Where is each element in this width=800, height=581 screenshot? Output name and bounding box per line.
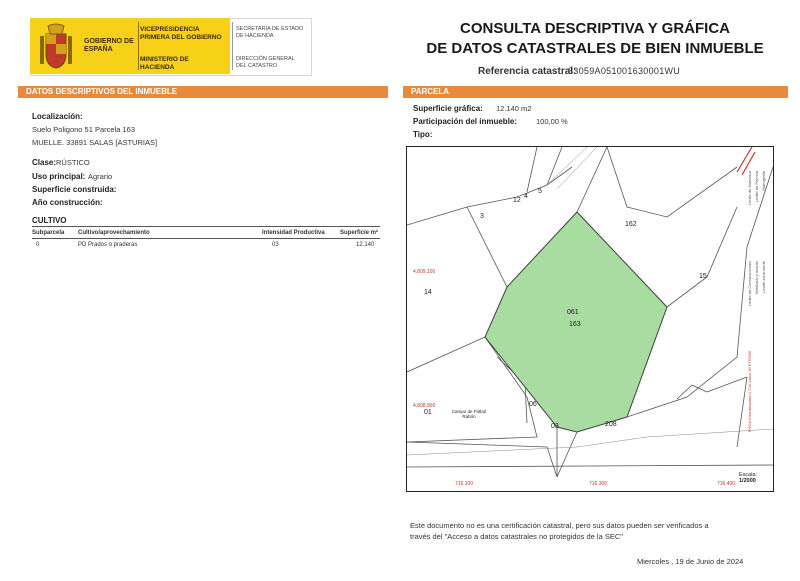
legend-item-3: Límite de Construcciones (747, 261, 752, 307)
cultivo-title: CULTIVO (32, 216, 67, 225)
superficie-grafica-value: 12.140 m2 (496, 104, 532, 113)
participacion-label: Participación del inmueble: (413, 117, 518, 126)
ministerio-label: MINISTERIO DE HACIENDA (140, 56, 189, 71)
cultivo-rule-mid (32, 238, 380, 239)
clase-label: Clase: (32, 158, 57, 167)
legend-item-6: Hidrografía (761, 171, 766, 191)
escala-value: 1/2000 (739, 478, 756, 484)
section-parcela: PARCELA (403, 86, 788, 98)
title-line-2: DE DATOS CATASTRALES DE BIEN INMUEBLE (426, 40, 764, 57)
table-header-superficie: Superficie m² (340, 230, 379, 236)
coord-y-1: 4.809.100 (413, 269, 436, 275)
table-cell-cultivo: PD Prados o praderas (78, 242, 138, 248)
map-label-4: 4 (524, 193, 528, 200)
coat-of-arms-icon (36, 22, 76, 70)
secretaria-label: SECRETARÍA DE ESTADO DE HACIENDA (236, 26, 304, 39)
vicepresidencia-label: VICEPRESIDENCIA PRIMERA DEL GOBIERNO (140, 26, 222, 41)
table-header-cultivo: Cultivo/aprovechamiento (78, 230, 150, 236)
scale-box (739, 472, 757, 484)
ref-catastral-value: 33059A051001630001WU (568, 66, 681, 76)
localizacion-line-2: MUELLE. 33891 SALAS [ASTURIAS] (32, 138, 158, 147)
table-header-intensidad: Intensidad Productiva (262, 230, 325, 236)
coord-x-3: 716.400 (717, 481, 736, 487)
ref-catastral-label: Referencia catastral: (478, 66, 577, 77)
map-label-208: 208 (605, 421, 617, 428)
table-header-subparcela: Subparcela (32, 230, 65, 236)
coord-x-1: 716.100 (455, 481, 474, 487)
logo-divider (138, 22, 139, 70)
map-label-061: 061 (567, 309, 579, 316)
legend-item-5: Límite zona verde (761, 261, 766, 293)
map-legend (747, 151, 773, 451)
legend-item-4: Mobiliario y aceras (754, 261, 759, 295)
uso-value: Agrario (88, 172, 113, 181)
clase-value: RÚSTICO (56, 158, 90, 167)
epsg-note: PNOA Coordenadas U.T.M. Huso 30 ETRS89 (747, 351, 752, 433)
map-label-12: 12 (513, 197, 521, 204)
campo-futbol-label: Campo de Fútbol Rabón (451, 409, 487, 419)
legend-item-2: Límite de Parcela (754, 171, 759, 203)
direccion-label: DIRECCIÓN GENERAL DEL CATASTRO (236, 56, 295, 69)
title-line-1: CONSULTA DESCRIPTIVA Y GRÁFICA (459, 20, 730, 37)
cultivo-rule-top (32, 226, 380, 227)
map-label-163: 163 (569, 321, 581, 328)
coord-y-2: 4.808.900 (413, 403, 436, 409)
participacion-value: 100,00 % (536, 117, 568, 126)
map-label-01: 01 (424, 409, 432, 416)
tipo-label: Tipo: (413, 130, 433, 139)
escala-label: Escala: (739, 472, 758, 478)
map-label-15: 15 (699, 273, 707, 280)
localizacion-line-1: Suelo Poligono 51 Parcela 163 (32, 125, 135, 134)
legend-item-1: Límite de Manzana (747, 171, 752, 206)
map-label-14: 14 (424, 289, 432, 296)
disclaimer-line-1: Este documento no es una certificación catastral, pero sus datos pueden ser verificados a (410, 521, 709, 530)
gobierno-label: GOBIERNO DE ESPAÑA (84, 38, 134, 53)
disclaimer (410, 520, 770, 542)
table-cell-subparcela: 0 (36, 242, 40, 248)
section-datos-descriptivos: DATOS DESCRIPTIVOS DEL INMUEBLE (18, 86, 388, 98)
uso-label: Uso principal: (32, 172, 86, 181)
cadastral-map-svg (407, 147, 773, 491)
table-cell-intensidad: 03 (272, 242, 279, 248)
coord-x-2: 716.300 (589, 481, 608, 487)
map-label-3: 3 (480, 213, 484, 220)
document-date: Miercoles , 19 de Junio de 2024 (637, 557, 744, 566)
document-title (400, 19, 790, 59)
disclaimer-line-2: través del "Acceso a datos catastrales no protegidos de la SEC" (410, 532, 623, 541)
map-label-03: 03 (551, 423, 559, 430)
map-label-5: 5 (538, 188, 542, 195)
sup-construida-label: Superficie construida: (32, 185, 117, 194)
superficie-grafica-label: Superficie gráfica: (413, 104, 483, 113)
table-cell-superficie: 12.140 (356, 242, 375, 248)
ano-construccion-label: Año construcción: (32, 198, 103, 207)
logo-divider-2 (232, 22, 233, 70)
cadastral-map[interactable] (406, 146, 774, 492)
map-label-162: 162 (625, 221, 637, 228)
map-label-06: 06 (529, 401, 537, 408)
localizacion-label: Localización: (32, 112, 83, 121)
